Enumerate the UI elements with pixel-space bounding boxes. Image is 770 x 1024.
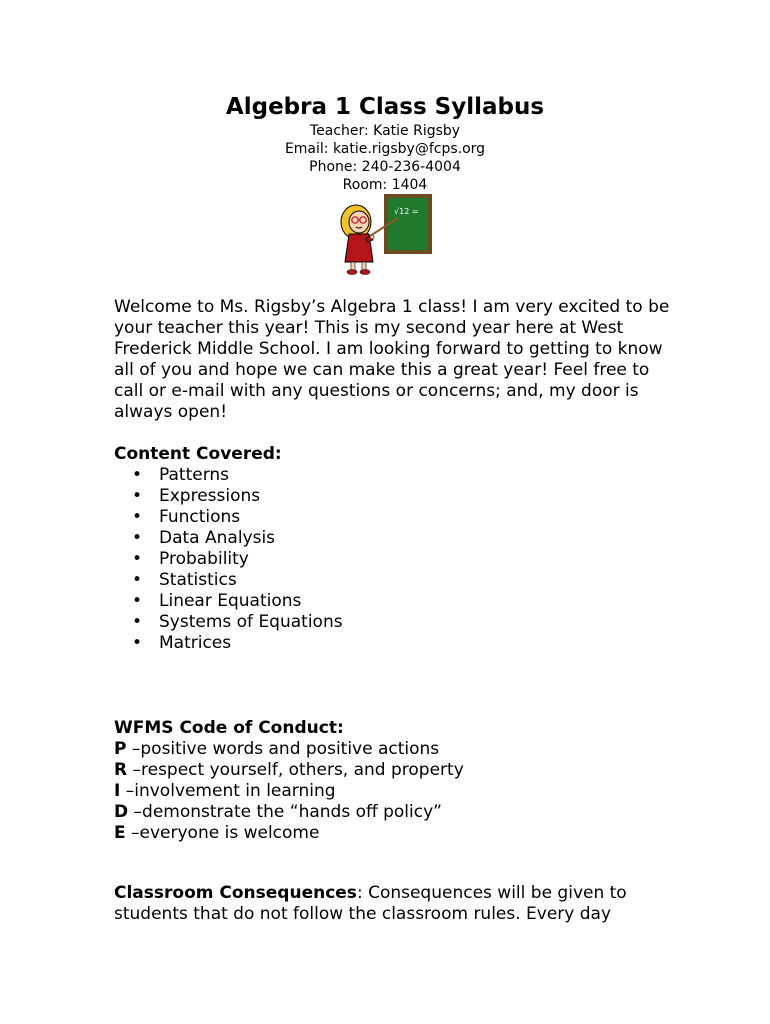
bullet-icon: •: [132, 549, 143, 569]
consequences-text: : Consequences will be given to students that do not follow the classroom rules. Every day: [114, 883, 627, 924]
rule-letter: R: [114, 760, 128, 780]
content-covered-heading: Content Covered:: [114, 444, 282, 464]
bullet-icon: •: [132, 486, 143, 506]
list-item: • Expressions: [132, 486, 261, 506]
conduct-rule: [114, 781, 674, 802]
teacher-name: Teacher: Katie Rigsby: [309, 123, 461, 139]
content-topic-list: [114, 465, 674, 654]
teacher-at-chalkboard-icon: [336, 192, 434, 276]
list-item: • Systems of Equations: [132, 612, 343, 632]
welcome-paragraph: Welcome to Ms. Rigsby’s Algebra 1 class! I am very excited to be your teacher this year! This is my second year here at West Frederick Middle School. I am looking forward to getting to know all of you and hope we can make this a great year! Feel free to call or e-mail with any questions or concerns; and, my door is always open!: [114, 297, 670, 422]
list-item: • Data Analysis: [132, 528, 276, 548]
consequences-heading: Classroom Consequences: [114, 883, 357, 903]
list-item: • Matrices: [132, 633, 232, 653]
rule-text: –involvement in learning: [120, 781, 336, 801]
code-of-conduct-heading: WFMS Code of Conduct:: [114, 718, 344, 738]
welcome-section: [114, 297, 674, 423]
consequences-paragraph: [114, 883, 674, 925]
conduct-rule: [114, 802, 674, 823]
rule-text: –everyone is welcome: [125, 823, 320, 843]
syllabus-header: [0, 92, 770, 194]
rule-letter: I: [114, 781, 121, 801]
rule-letter: D: [114, 802, 129, 822]
conduct-rule: [114, 739, 674, 760]
conduct-rule: [114, 760, 674, 781]
rule-letter: P: [114, 739, 127, 759]
bullet-icon: •: [132, 507, 143, 527]
code-of-conduct-section: [114, 718, 674, 844]
teacher-phone: Phone: 240-236-4004: [309, 159, 461, 175]
list-item: • Patterns: [132, 465, 230, 485]
bullet-icon: •: [132, 570, 143, 590]
list-item: • Statistics: [132, 570, 237, 590]
list-item: • Functions: [132, 507, 241, 527]
rule-text: –positive words and positive actions: [126, 739, 440, 759]
bullet-icon: •: [132, 528, 143, 548]
rule-text: –respect yourself, others, and property: [127, 760, 464, 780]
bullet-icon: •: [132, 612, 143, 632]
page-title: Algebra 1 Class Syllabus: [225, 94, 545, 120]
teacher-email: Email: katie.rigsby@fcps.org: [284, 141, 486, 157]
rule-text: –demonstrate the “hands off policy”: [128, 802, 442, 822]
board-text: √12 =: [394, 207, 419, 216]
chalkboard: [388, 198, 428, 250]
bullet-icon: •: [132, 633, 143, 653]
list-item: • Probability: [132, 549, 249, 569]
conduct-rule: [114, 823, 674, 844]
classroom-consequences-section: [114, 883, 674, 925]
bullet-icon: •: [132, 465, 143, 485]
bullet-icon: •: [132, 591, 143, 611]
list-item: • Linear Equations: [132, 591, 302, 611]
content-covered-section: [114, 444, 674, 654]
rule-letter: E: [114, 823, 126, 843]
room-number: Room: 1404: [342, 177, 428, 193]
